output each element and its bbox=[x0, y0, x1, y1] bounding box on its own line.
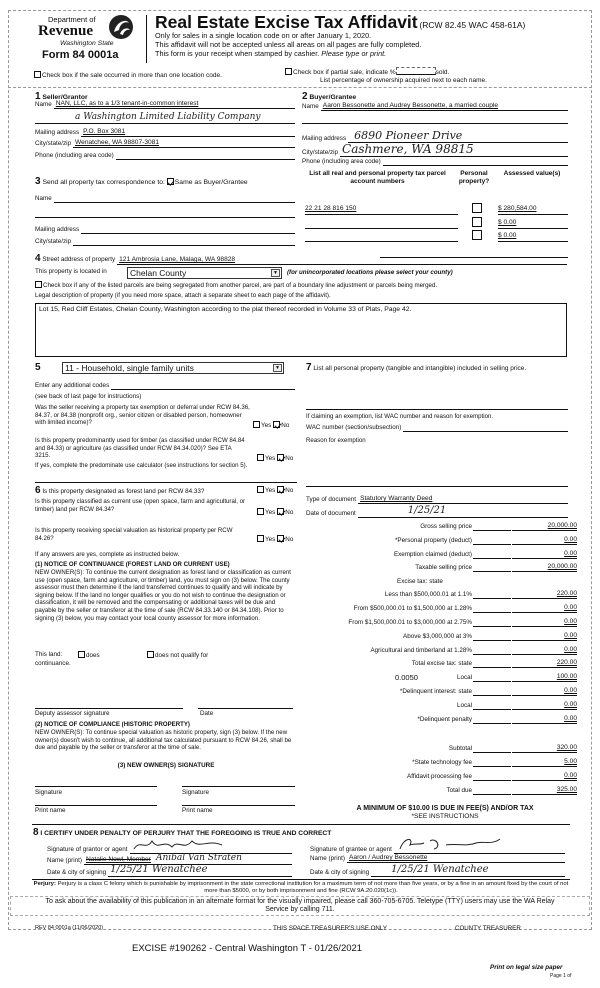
s5-q2-answer: Yes No bbox=[257, 454, 293, 463]
parcel-row-1 bbox=[305, 205, 568, 217]
parcel-number-field[interactable] bbox=[305, 219, 458, 229]
partial-sale-check[interactable] bbox=[285, 67, 449, 77]
parcel-row-3 bbox=[305, 232, 568, 244]
doc-date-row: Date of document 1/25/21 bbox=[306, 508, 568, 518]
notice1-heading: (1) NOTICE OF CONTINUANCE (FOREST LAND OR CURRENT USE) bbox=[35, 561, 230, 568]
doc-date-field[interactable]: 1/25/21 bbox=[407, 505, 447, 516]
buyer-mailing-row: Mailing address 6890 Pioneer Drive bbox=[302, 131, 568, 143]
grantor-sig-row: Signature of grantor or agent bbox=[47, 842, 292, 854]
parcel-number-field[interactable] bbox=[305, 232, 458, 242]
partial-sale-suffix: sold. bbox=[435, 69, 450, 76]
wac-row: WAC number (section/subsection) bbox=[306, 424, 568, 432]
grantor-date-field[interactable]: 1/25/21 Wenatchee bbox=[110, 864, 208, 875]
treasurer-use: THIS SPACE TREASURER'S USE ONLY bbox=[273, 925, 387, 932]
deputy-date-label: Date bbox=[200, 710, 214, 717]
notice2-heading: (2) NOTICE OF COMPLIANCE (HISTORIC PROPERTY) bbox=[35, 721, 190, 728]
dept-line3: Washington State bbox=[60, 40, 114, 47]
certify-heading: 8 I CERTIFY UNDER PENALTY OF PERJURY THAT THE FOREGOING IS TRUE AND CORRECT bbox=[33, 827, 332, 838]
this-land-row: This land: does does not qualify for continuance. bbox=[35, 651, 209, 667]
total-due-line: Total due 325.00 bbox=[446, 786, 577, 795]
personal-col-header: Personal property? bbox=[458, 170, 490, 185]
s5-question2: Is this property predominantly used for timber (as classified under RCW 84.84 and 84.33) or agriculture (as classified under RCW 84.34.020)? See ETA 3215. bbox=[35, 437, 245, 460]
subtotal-line: Subtotal 320.00 bbox=[448, 744, 577, 753]
notice2-body: NEW OWNER(S): To continue special valuation as historic property, sign (3) below. If the new owner(s) doesn't wish to continue, all additional tax calculated pursuant to RCW 84.26, shall be due and payable by the seller or transferor at the time of sale. bbox=[35, 729, 292, 752]
doc-type-field[interactable]: Statutory Warranty Deed bbox=[360, 495, 433, 503]
note-3: This form is your receipt when stamped by cashier. Please type or print. bbox=[155, 48, 387, 58]
gross-price-field[interactable]: 20,000.00 bbox=[512, 522, 577, 531]
parcel-number-field[interactable]: 22 21 28 816 150 bbox=[305, 205, 458, 215]
multi-location-label: Check box if the sale occurred in more than one location code. bbox=[42, 72, 222, 79]
does-checkbox[interactable] bbox=[78, 651, 85, 658]
grantee-date-row: Date & city of signing 1/25/21 Wenatchee bbox=[310, 867, 565, 877]
s6-q1-answer: Yes No bbox=[257, 486, 293, 495]
tax-line: Exemption claimed (deduct) 0.00 bbox=[393, 550, 577, 559]
owner-sig-label-2: Signature bbox=[182, 789, 209, 796]
ownership-note: List percentage of ownership acquired next to each name. bbox=[320, 77, 487, 84]
excise-state-heading: Excise tax: state bbox=[397, 578, 443, 585]
seller-phone-field[interactable] bbox=[116, 152, 295, 160]
grantee-sig-row: Signature of grantee or agent bbox=[310, 842, 565, 854]
personal-property-checkbox[interactable] bbox=[472, 203, 482, 213]
processing-fee-line: Affidavit processing fee 0.00 bbox=[407, 772, 577, 781]
personal-property-line[interactable] bbox=[306, 409, 568, 410]
s5-divider bbox=[35, 482, 297, 483]
total-state-line: Total excise tax: state 220.00 bbox=[411, 659, 577, 668]
bracket-line: Less than $500,000.01 at 1.1% 220.00 bbox=[384, 590, 577, 599]
local-rate: 0.0050 bbox=[395, 673, 418, 682]
bracket-line: Above $3,000,000 at 3% 0.00 bbox=[403, 632, 577, 641]
form-title bbox=[155, 12, 525, 33]
s6-question1: 6 Is this property designated as forest land per RCW 84.33? bbox=[35, 485, 205, 496]
dept-line2: Revenue bbox=[38, 23, 93, 39]
s6-q2-answer: Yes No bbox=[257, 508, 293, 517]
seller-city-row: City/state/zip Wenatchee, WA 98807-3081 bbox=[35, 140, 295, 148]
use-code-select[interactable] bbox=[62, 362, 284, 374]
seller-phone-row: Phone (including area code) bbox=[35, 152, 295, 160]
partial-sale-checkbox[interactable] bbox=[285, 68, 292, 75]
seller-name-field[interactable]: NAN, LLC, as to a 1/3 tenant-in-common interest bbox=[55, 100, 199, 108]
segregated-checkbox[interactable] bbox=[35, 281, 42, 288]
assessed-col-header: Assessed value(s) bbox=[503, 170, 561, 177]
delinquent-state-line: *Delinquent interest: state 0.00 bbox=[399, 687, 577, 696]
grantor-name-field[interactable]: Natalie Nowl, Member bbox=[86, 856, 151, 864]
owner-sig-label-1: Signature bbox=[35, 789, 62, 796]
additional-codes-row: Enter any additional codes bbox=[35, 382, 295, 390]
corr-name-field[interactable] bbox=[54, 195, 295, 203]
buyer-name-row: Name Aaron Bessonette and Audrey Bessonette, a married couple bbox=[302, 103, 568, 111]
tax-line: *Personal property (deduct) 0.00 bbox=[394, 536, 577, 545]
assessed-value-field[interactable]: $ 280,584.00 bbox=[498, 205, 568, 215]
use-code-value: 11 - Household, single family units bbox=[65, 363, 194, 373]
s5-q1-answer: Yes No bbox=[253, 421, 289, 430]
correspondence-heading: 3 Send all property tax correspondence to: Same as Buyer/Grantee bbox=[35, 176, 248, 187]
partial-sale-label: Check box if partial sale, indicate % bbox=[293, 69, 396, 76]
no-checkbox[interactable] bbox=[277, 486, 284, 493]
legal-description-text: Lot 15, Red Cliff Estates, Chelan County, Washington according to the plat thereof recorded in Volume 33 of Plats, Page 42. bbox=[39, 306, 412, 313]
perjury-notice: Perjury: Perjury is a class C felony which is punishable by imprisonment in the state correctional institution for a maximum term of not more than five years, or by a fine in an amount fixed by the court of not more than $5000, or by both imprisonment and fine (RCW 9A.20.020(1c)). bbox=[33, 881, 569, 895]
new-owner-heading: (3) NEW OWNER(S) SIGNATURE bbox=[117, 762, 215, 769]
additional-codes-note: (see back of last page for instructions) bbox=[35, 393, 142, 400]
exemption-label: If claiming an exemption, list WAC number and reason for exemption. bbox=[306, 413, 494, 420]
segregated-check[interactable] bbox=[35, 281, 437, 289]
parcel-row-2 bbox=[305, 219, 568, 231]
corr-city-row: City/state/zip bbox=[35, 238, 295, 246]
rev-code: REV 84 0001a (11/06/2020) bbox=[35, 925, 104, 931]
personal-property-checkbox[interactable] bbox=[472, 217, 482, 227]
segregated-label: Check box if any of the listed parcels are being segregated from another parcel, are part of a boundary line adjustment or parcels being merged. bbox=[43, 282, 438, 289]
legal-label: Legal description of property (if you need more space, attach a separate sheet to each page of the affidavit). bbox=[35, 292, 331, 299]
note-1: Only for sales in a single location code on or after January 1, 2020. bbox=[155, 31, 372, 40]
bracket-line: From $500,000.01 to $1,500,000 at 1.28% 0.00 bbox=[353, 604, 577, 613]
additional-codes-field[interactable] bbox=[111, 382, 295, 390]
tax-line: Gross selling price 20,000.00 bbox=[420, 522, 577, 531]
county-treasurer: COUNTY TREASURER bbox=[455, 925, 521, 932]
corr-city-field[interactable] bbox=[73, 238, 295, 246]
no-checkbox[interactable] bbox=[273, 421, 280, 428]
minimum-note: A MINIMUM OF $10.00 IS DUE IN FEE(S) AND/OR TAX bbox=[356, 805, 534, 812]
s5-question1: Was the seller receiving a property tax exemption or deferral under RCW 84.36, 84.37, or 84.38 (nonprofit org., senior citizen or disabled person, homeowner with limited income)? bbox=[35, 404, 250, 427]
does-not-checkbox[interactable] bbox=[147, 651, 154, 658]
owner-print-label-1: Print name bbox=[35, 807, 66, 814]
owner-print-line-2[interactable] bbox=[182, 805, 295, 806]
s6-question2: Is this property classified as current use (open space, farm and agricultural, or timber) land per RCW 84.34? bbox=[35, 498, 245, 513]
owner-sig-line-2[interactable] bbox=[182, 786, 295, 787]
local-line: Local 100.00 bbox=[456, 673, 577, 682]
title-citation: (RCW 82.45 WAC 458-61A) bbox=[419, 20, 526, 30]
seller-heading: 1 Seller/Grantor bbox=[35, 91, 88, 102]
partial-sale-input[interactable] bbox=[396, 67, 436, 75]
reason-label: Reason for exemption bbox=[306, 437, 366, 444]
section7-label: 7 List all personal property (tangible and intangible) included in selling price. bbox=[306, 362, 527, 373]
grantor-name-row: Name (print) Natalie Nowl, Member Anibal Van Straten bbox=[47, 855, 292, 865]
s8-top-line bbox=[32, 824, 570, 825]
buyer-city-field[interactable]: Cashmere, WA 98815 bbox=[342, 141, 474, 156]
buyer-name-row2 bbox=[302, 116, 568, 124]
grantee-signature[interactable] bbox=[394, 842, 565, 854]
seller-name-row2 bbox=[35, 112, 295, 124]
same-as-buyer-checkbox[interactable] bbox=[167, 178, 174, 185]
section5-num: 5 bbox=[35, 362, 41, 373]
penalty-line: *Delinquent penalty 0.00 bbox=[417, 715, 577, 724]
print-note: Print on legal size paper bbox=[490, 964, 563, 971]
grantee-name-field[interactable]: Aaron / Audrey Bessonette bbox=[349, 854, 428, 862]
wac-field[interactable] bbox=[403, 424, 568, 432]
no-checkbox[interactable] bbox=[277, 535, 284, 542]
notice1-body: NEW OWNER(S): To continue the current designation as forest land or classification as current use (open space, farm and agriculture, or timber) land, you must sign on (3) below. The county assessor must then determine if the land transferred continues to qualify and will indicate by signing below. If the land no longer qualifies or you do not wish to continue the designation or classification, it will be removed and the compensating or additional taxes will be due and payable by the seller or transferor at the time of sale (RCW 84.33.140 or 84.34.108). Prior to signing (3) below, you may contact your local county assessor for more information. bbox=[35, 569, 291, 622]
owner-sig-line-1[interactable] bbox=[35, 786, 157, 787]
chevron-down-icon[interactable]: ▼ bbox=[271, 269, 280, 277]
street-address-field[interactable]: 121 Ambrosia Lane, Malaga, WA 98828 bbox=[119, 256, 236, 264]
assessed-value-field[interactable]: $ 0.00 bbox=[498, 219, 568, 229]
chevron-down-icon[interactable]: ▼ bbox=[273, 364, 282, 372]
county-note: (for unincorporated locations please select your county) bbox=[287, 269, 453, 276]
taxable-price-field[interactable]: 20,000.00 bbox=[512, 563, 577, 572]
s5-q2-note: If yes, complete the predominate use calculator (see instructions for section 5). bbox=[35, 462, 248, 469]
header-notes bbox=[155, 32, 421, 58]
buyer-heading: 2 Buyer/Grantee bbox=[302, 91, 357, 102]
bracket-line: Agricultural and timberland at 1.28% 0.00 bbox=[370, 646, 577, 655]
excise-stamp: EXCISE #190262 - Central Washington T - 01/26/2021 bbox=[132, 943, 363, 954]
delinquent-local-line: Local 0.00 bbox=[456, 701, 577, 710]
owner-print-line-1[interactable] bbox=[35, 805, 157, 806]
dor-swoosh-icon bbox=[108, 14, 134, 40]
personal-property-field[interactable]: 0.00 bbox=[512, 536, 577, 545]
corr-mailing-row: Mailing address bbox=[35, 226, 295, 234]
seller-name-handwritten: a Washington Limited Liability Company bbox=[75, 112, 261, 123]
page-number: Page 1 of bbox=[550, 973, 572, 979]
yes-checkbox[interactable] bbox=[257, 535, 264, 542]
deputy-date-line[interactable] bbox=[198, 708, 293, 709]
header-separator bbox=[8, 87, 592, 88]
seller-name-row: Name NAN, LLC, as to a 1/3 tenant-in-common interest bbox=[35, 101, 295, 109]
no-checkbox[interactable] bbox=[277, 508, 284, 515]
grantor-signature[interactable] bbox=[130, 842, 292, 854]
if-yes-note: If any answers are yes, complete as instructed below. bbox=[35, 551, 180, 558]
s6-question3: Is this property receiving special valuation as historical property per RCW 84.26? bbox=[35, 527, 233, 542]
buyer-city-row: City/state/zip Cashmere, WA 98815 bbox=[302, 145, 568, 157]
owner-print-label-2: Print name bbox=[182, 807, 213, 814]
tax-line: Taxable selling price 20,000.00 bbox=[415, 563, 577, 572]
personal-property-checkbox[interactable] bbox=[472, 230, 482, 240]
buyer-mailing-field[interactable]: 6890 Pioneer Drive bbox=[354, 128, 463, 142]
header-divider bbox=[146, 15, 147, 63]
form-number: Form 84 0001a bbox=[42, 49, 119, 61]
doc-type-row: Type of document Statutory Warranty Deed bbox=[306, 496, 568, 504]
note-2: This affidavit will not be accepted unless all areas on all pages are fully completed. bbox=[155, 39, 422, 49]
reason-line[interactable] bbox=[306, 486, 568, 487]
corr-mailing-field[interactable] bbox=[81, 226, 295, 234]
corr-name-row2 bbox=[35, 210, 295, 218]
bracket-line: From $1,500,000.01 to $3,000,000 at 2.75% 0.00 bbox=[348, 618, 577, 627]
tech-fee-line: *State technology fee 5.00 bbox=[412, 758, 577, 767]
dor-logo bbox=[34, 14, 144, 64]
parcel-col-header: List all real and personal property tax parcel account numbers bbox=[309, 170, 446, 185]
yes-checkbox[interactable] bbox=[253, 421, 260, 428]
exemption-field[interactable]: 0.00 bbox=[512, 550, 577, 559]
seller-mailing-field[interactable]: P.O. Box 3081 bbox=[83, 128, 126, 136]
same-as-buyer-label: Same as Buyer/Grantee bbox=[174, 179, 248, 186]
s6-q3-answer: Yes No bbox=[257, 535, 293, 544]
yes-checkbox[interactable] bbox=[257, 454, 264, 461]
see-instructions: *SEE INSTRUCTIONS bbox=[411, 813, 479, 820]
note-italic: Please type or print. bbox=[321, 48, 387, 58]
seller-mailing-row: Mailing address P.O. Box 3081 bbox=[35, 129, 295, 137]
buyer-phone-row: Phone (including area code) bbox=[302, 158, 568, 166]
assessed-value-field[interactable]: $ 0.00 bbox=[498, 232, 568, 242]
street-row: 4 Street address of property 121 Ambrosia Lane, Malaga, WA 98828 bbox=[35, 253, 567, 265]
grantor-date-row: Date & city of signing 1/25/21 Wenatchee bbox=[47, 867, 292, 877]
buyer-name-field[interactable]: Aaron Bessonette and Audrey Bessonette, a married couple bbox=[322, 102, 499, 110]
grantee-date-field[interactable]: 1/25/21 Wenatchee bbox=[391, 864, 489, 875]
corr-name-row: Name bbox=[35, 195, 295, 203]
county-value: Chelan County bbox=[130, 268, 187, 278]
deputy-sig-label: Deputy assessor signature bbox=[35, 710, 110, 717]
grantee-name-row: Name (print) Aaron / Audrey Bessonette bbox=[310, 855, 565, 863]
seller-city-field[interactable]: Wenatchee, WA 98807-3081 bbox=[75, 139, 159, 147]
perjury-divider bbox=[32, 879, 570, 880]
deputy-sig-line[interactable] bbox=[35, 708, 183, 709]
no-checkbox[interactable] bbox=[277, 454, 284, 461]
title-text: Real Estate Excise Tax Affidavit bbox=[155, 12, 418, 32]
county-select[interactable] bbox=[127, 267, 282, 279]
yes-checkbox[interactable] bbox=[257, 486, 264, 493]
yes-checkbox[interactable] bbox=[257, 508, 264, 515]
buyer-phone-field[interactable] bbox=[383, 158, 568, 166]
multi-location-checkbox[interactable] bbox=[34, 71, 41, 78]
multi-location-check[interactable] bbox=[34, 71, 222, 80]
legal-description-box[interactable] bbox=[35, 303, 567, 357]
located-label: This property is located in bbox=[35, 268, 107, 275]
grantor-name-handwritten: Anibal Van Straten bbox=[156, 853, 242, 864]
dept-line1: Department of bbox=[48, 15, 96, 24]
accessibility-notice: To ask about the availability of this publication in an alternate format for the visually impaired, please call 360-705-6705. Teletype (TTY) users may use the WA Relay Service by calling 711. bbox=[10, 896, 590, 916]
